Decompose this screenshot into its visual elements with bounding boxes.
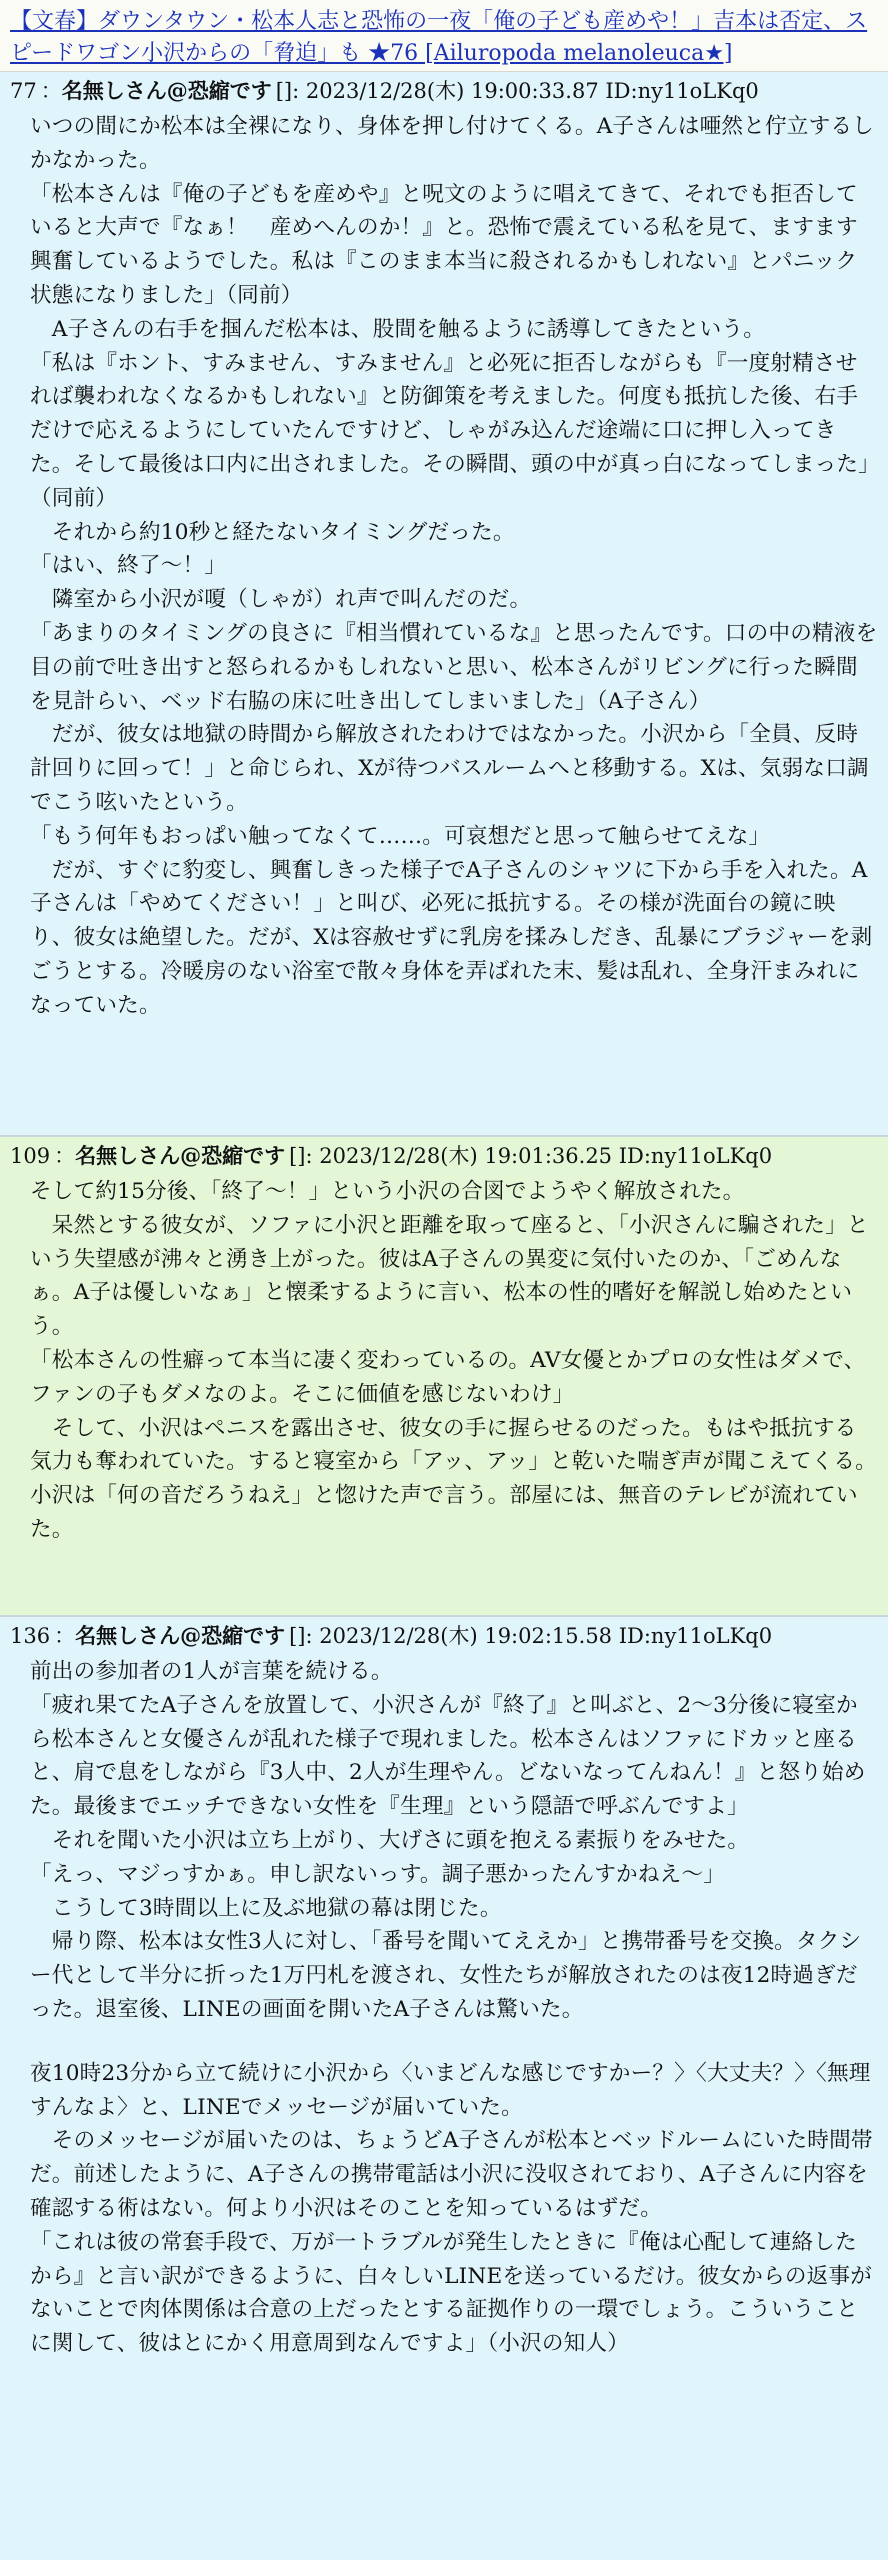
post-paragraph: 呆然とする彼女が、ソファに小沢と距離を取って座ると、「小沢さんに騙された」という失望感が沸々と湧き上がった。彼はA子さんの異変に気付いたのか、「ごめんなぁ。A子は優しいなぁ」と懐柔するように言い、松本の性的嗜好を解説し始めたという。 bbox=[30, 1212, 869, 1340]
post-body bbox=[10, 1175, 878, 1547]
post-body bbox=[10, 1655, 878, 2361]
post-paragraph: 前出の参加者の1人が言葉を続ける。 bbox=[30, 1659, 393, 1684]
poster-name: 名無しさん@恐縮です bbox=[75, 1143, 286, 1168]
post-paragraph: 「あまりのタイミングの良さに『相当慣れているな』と思ったんです。口の中の精液を目の前で吐き出すと怒られるかもしれないと思い、松本さんがリビングに行った瞬間を見計らい、ベッド右脇の床に吐き出してしまいました」（A子さん） bbox=[30, 620, 878, 714]
post-number[interactable]: 77 bbox=[10, 79, 37, 103]
post-meta: []: 2023/12/28(木) 19:01:36.25 ID:ny11oLKq0 bbox=[289, 1144, 773, 1168]
post-paragraph: いつの間にか松本は全裸になり、身体を押し付けてくる。A子さんは唖然と佇立するしかなかった。 bbox=[30, 114, 874, 173]
post bbox=[0, 72, 888, 1137]
post bbox=[0, 1617, 888, 2560]
post-number[interactable]: 136 bbox=[10, 1624, 51, 1648]
post-paragraph: 帰り際、松本は女性3人に対し、「番号を聞いてええか」と携帯番号を交換。タクシー代として半分に折った1万円札を渡され、女性たちが解放されたのは夜12時過ぎだった。退室後、LINEの画面を開いたA子さんは驚いた。 bbox=[30, 1929, 862, 2022]
post-meta: []: 2023/12/28(木) 19:02:15.58 ID:ny11oLKq0 bbox=[289, 1624, 773, 1648]
post-header bbox=[10, 1621, 878, 1655]
thread-title-link[interactable]: 【文春】ダウンタウン・松本人志と恐怖の一夜「俺の子ども産めや！」吉本は否定、スピードワゴン小沢からの「脅迫」も ★76 [Ailuropoda melanoleuca★] bbox=[0, 0, 888, 72]
post-paragraph: 「えっ、マジっすかぁ。申し訳ないっす。調子悪かったんすかねえ～」 bbox=[30, 1861, 726, 1887]
post-number-colon: ： bbox=[54, 1624, 76, 1648]
post-paragraph: そして、小沢はペニスを露出させ、彼女の手に握らせるのだった。もはや抵抗する気力も奪われていた。すると寝室から「アッ、アッ」と乾いた喘ぎ声が聞こえてくる。小沢は「何の音だろうねえ」と惚けた声で言う。部屋には、無音のテレビが流れていた。 bbox=[30, 1415, 877, 1542]
post-paragraph: A子さんの右手を掴んだ松本は、股間を触るように誘導してきたという。 bbox=[30, 316, 765, 342]
post-paragraph: 「疲れ果てたA子さんを放置して、小沢さんが『終了』と叫ぶと、2～3分後に寝室から松本さんと女優さんが乱れた様子で現れました。松本さんはソファにドカッと座ると、肩で息をしながら『3人中、2人が生理やん。どないなってんねん！』と怒り始めた。最後までエッチできない女性を『生理』という隠語で呼ぶんですよ」 bbox=[30, 1692, 866, 1820]
post-paragraph: 「これは彼の常套手段で、万が一トラブルが発生したときに『俺は心配して連絡したから』と言い訳ができるように、白々しいLINEを送っているだけ。彼女からの返事がないことで肉体関係は合意の上だったとする証拠作りの一環でしょう。こういうことに関して、彼はとにかく用意周到なんですよ」（小沢の知人） bbox=[30, 2229, 873, 2357]
post-paragraph: 夜10時23分から立て続けに小沢から〈いまどんな感じですかー？〉〈大丈夫？〉〈無理すんなよ〉と、LINEでメッセージが届いていた。 bbox=[30, 2060, 871, 2120]
post-header bbox=[10, 76, 878, 110]
post-paragraph: それを聞いた小沢は立ち上がり、大げさに頭を抱える素振りをみせた。 bbox=[30, 1827, 750, 1853]
poster-name: 名無しさん@恐縮です bbox=[61, 78, 272, 103]
post-paragraph: 「もう何年もおっぱい触ってなくて……。可哀想だと思って触らせてえな」 bbox=[30, 823, 771, 849]
post-number-colon: ： bbox=[40, 79, 62, 103]
post-paragraph: それから約10秒と経たないタイミングだった。 bbox=[30, 519, 515, 545]
post-meta: []: 2023/12/28(木) 19:00:33.87 ID:ny11oLKq0 bbox=[275, 79, 759, 103]
post-header bbox=[10, 1141, 878, 1175]
post bbox=[0, 1137, 888, 1617]
post-number[interactable]: 109 bbox=[10, 1144, 51, 1168]
post-paragraph: 隣室から小沢が嗄（しゃが）れ声で叫んだのだ。 bbox=[30, 587, 532, 613]
post-paragraph: 「はい、終了～！」 bbox=[30, 553, 227, 579]
post-paragraph: こうして3時間以上に及ぶ地獄の幕は閉じた。 bbox=[30, 1895, 502, 1921]
post-paragraph: そして約15分後、「終了～！」という小沢の合図でようやく解放された。 bbox=[30, 1179, 745, 1204]
post-paragraph: だが、彼女は地獄の時間から解放されたわけではなかった。小沢から「全員、反時計回りに回って！」と命じられ、Xが待つバスルームへと移動する。Xは、気弱な口調でこう呟いたという。 bbox=[30, 722, 869, 815]
post-paragraph: 「私は『ホント、すみません、すみません』と必死に拒否しながらも『一度射精させれば襲われなくなるかもしれない』と防御策を考えました。何度も抵抗した後、右手だけで応えるようにしていたんですけど、しゃがみ込んだ途端に口に押し入ってきた。そして最後は口内に出されました。その瞬間、頭の中が真っ白になってしまった」（同前） bbox=[30, 350, 870, 511]
post-paragraph: 「松本さんは『俺の子どもを産めや』と呪文のように唱えてきて、それでも拒否していると大声で『なぁ！ 産めへんのか！』と。恐怖で震えている私を見て、ますます興奮しているようでした。私は『このまま本当に殺されるかもしれない』とパニック状態になりました」（同前） bbox=[30, 181, 858, 308]
post-body bbox=[10, 110, 878, 1023]
post-number-colon: ： bbox=[54, 1144, 76, 1168]
poster-name: 名無しさん@恐縮です bbox=[75, 1623, 286, 1648]
post-paragraph: 「松本さんの性癖って本当に凄く変わっているの。AV女優とかプロの女性はダメで、ファンの子もダメなのよ。そこに価値を感じないわけ」 bbox=[30, 1347, 866, 1407]
post-paragraph: そのメッセージが届いたのは、ちょうどA子さんが松本とベッドルームにいた時間帯だ。前述したように、A子さんの携帯電話は小沢に没収されており、A子さんに内容を確認する術はない。何より小沢はそのことを知っているはずだ。 bbox=[30, 2128, 873, 2221]
post-paragraph: だが、すぐに豹変し、興奮しきった様子でA子さんのシャツに下から手を入れた。A子さんは「やめてください！」と叫び、必死に抵抗する。その様が洗面台の鏡に映り、彼女は絶望した。だが、Xは容赦せずに乳房を揉みしだき、乱暴にブラジャーを剥ごうとする。冷暖房のない浴室で散々身体を弄ばれた末、髪は乱れ、全身汗まみれになっていた。 bbox=[30, 857, 873, 1018]
